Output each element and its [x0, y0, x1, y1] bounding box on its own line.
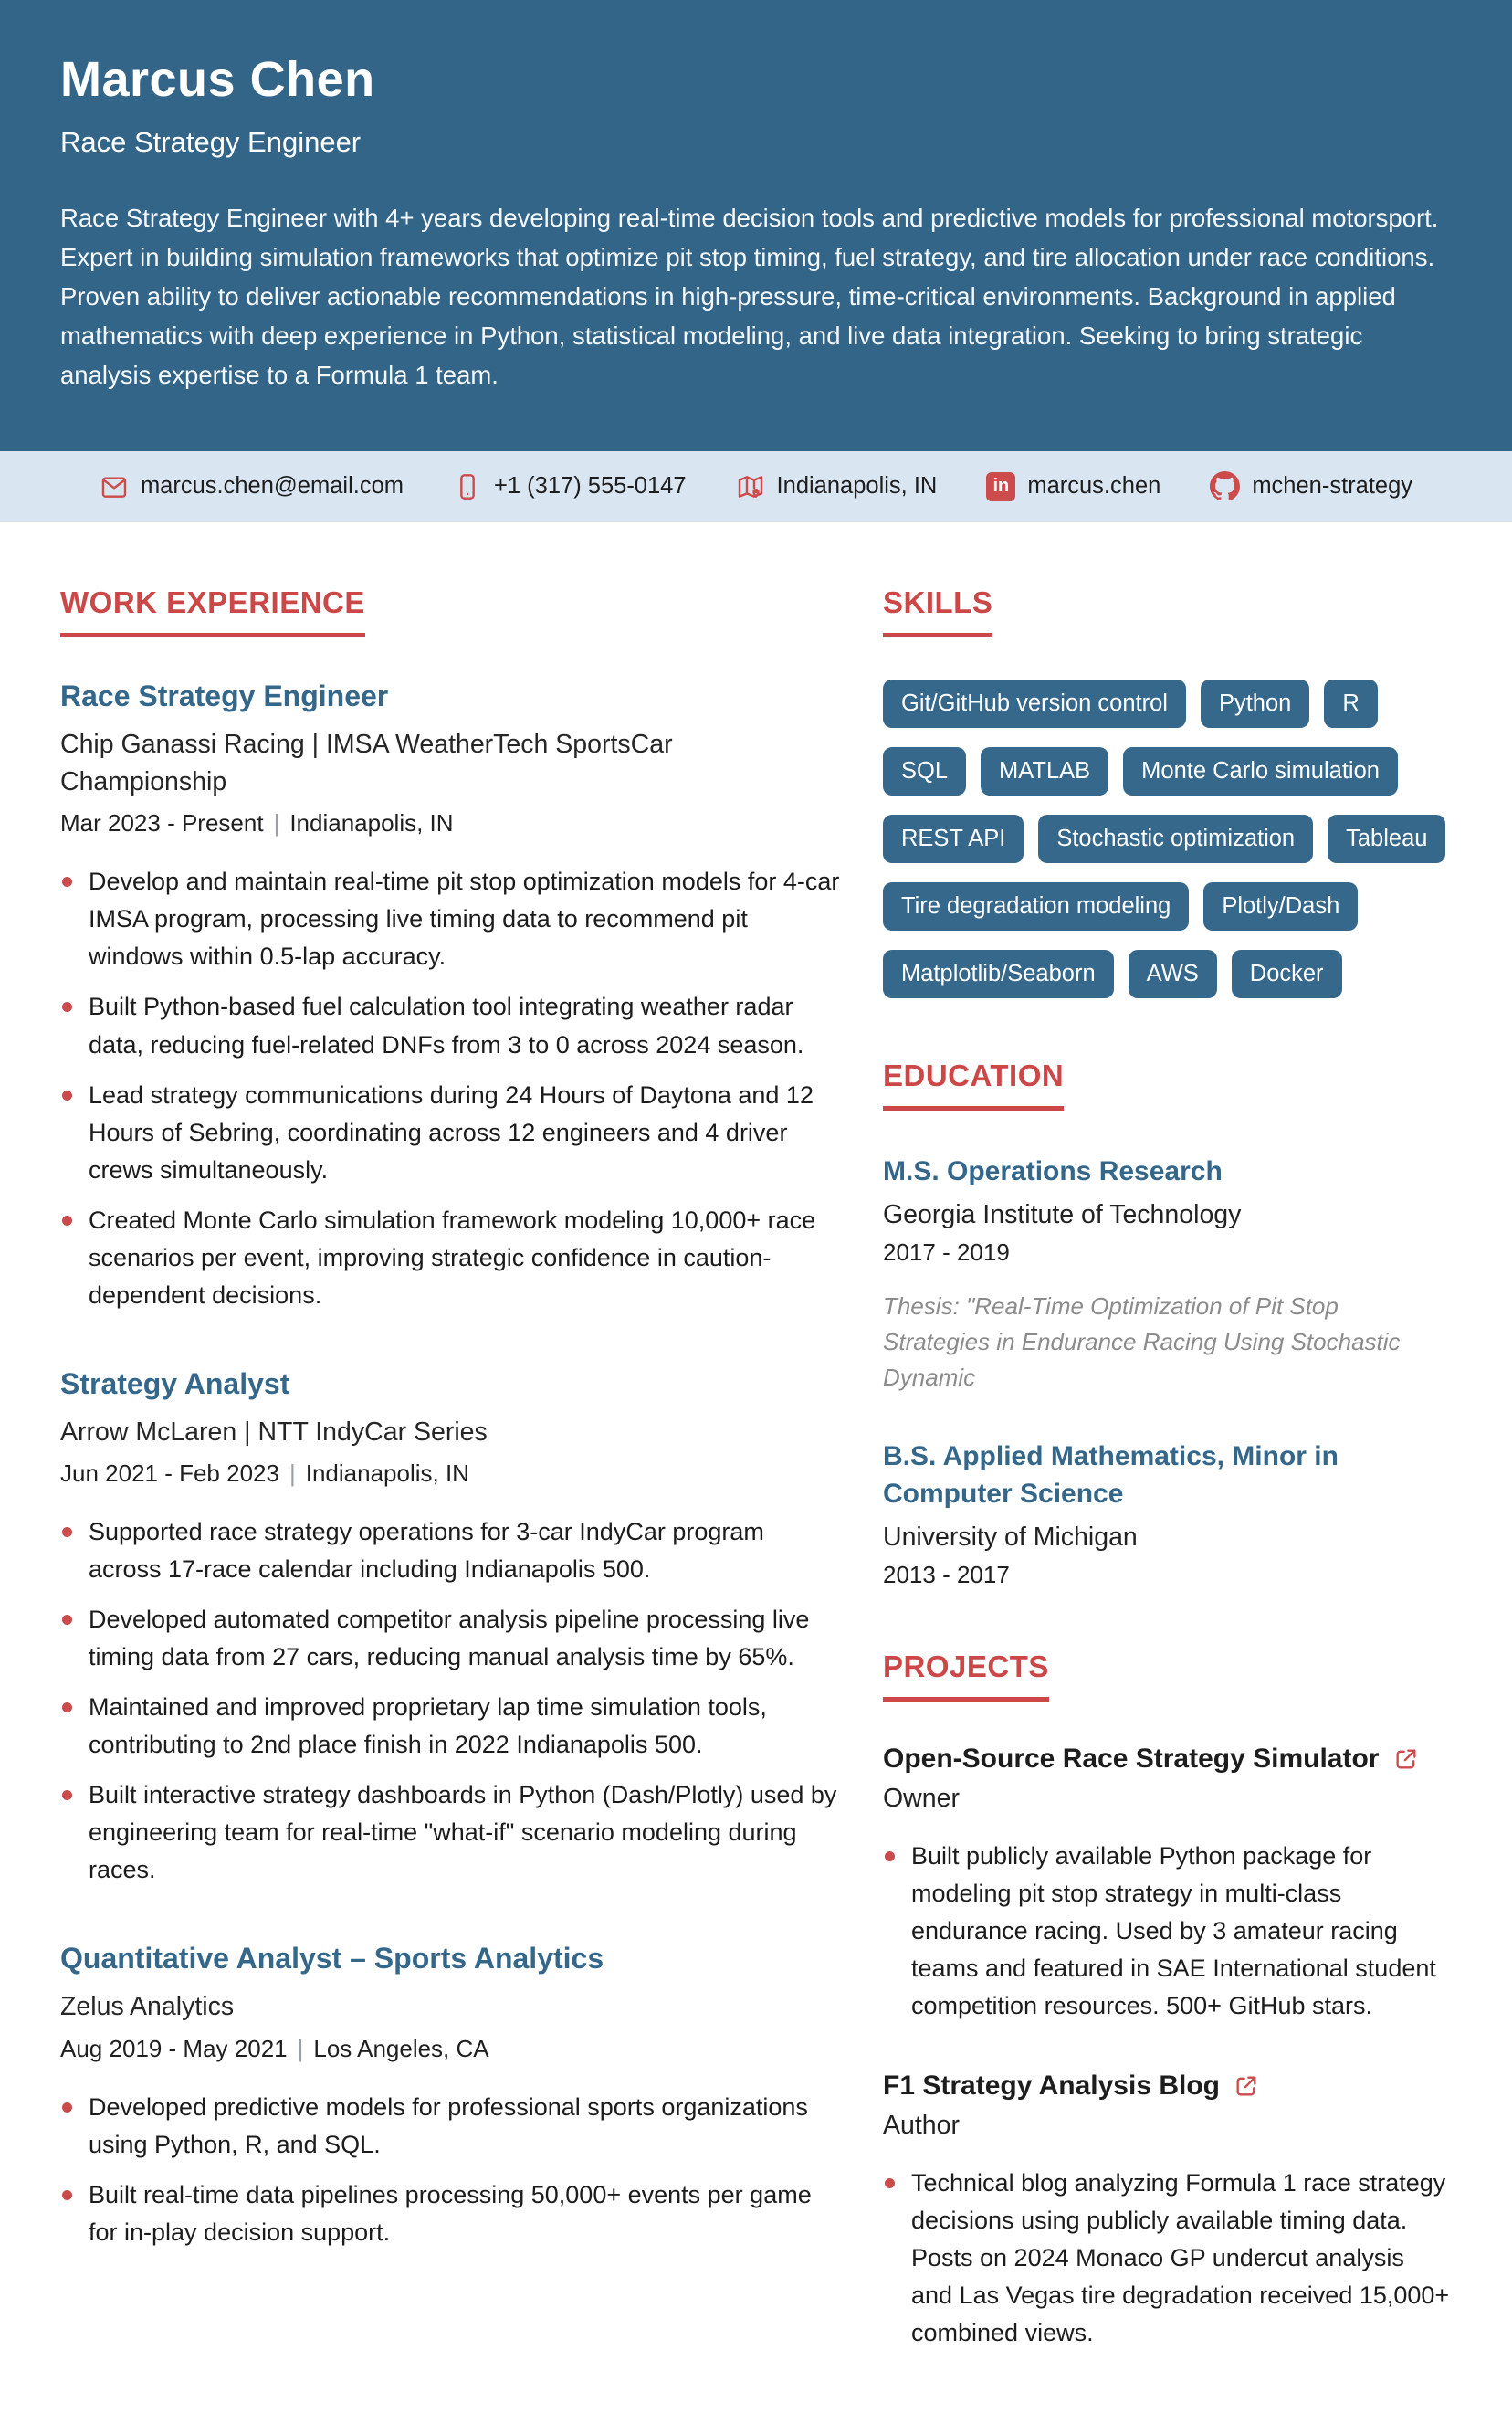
- contact-linkedin[interactable]: [986, 472, 1160, 501]
- project-bullet: Technical blog analyzing Formula 1 race strategy decisions using publicly available timing data. Posts on 2024 Monaco GP undercut analysis and Las Vegas tire degradation received 15,000+ combined views.: [883, 2165, 1452, 2352]
- person-job-title: Race Strategy Engineer: [60, 126, 362, 158]
- job-bullet-list: [60, 1513, 843, 1889]
- project-role: Owner: [883, 1783, 960, 1813]
- education-years: 2013 - 2017: [883, 1560, 1010, 1588]
- job-company: Chip Ganassi Racing | IMSA WeatherTech SportsCar Championship: [60, 730, 673, 796]
- main-content: [0, 522, 1512, 2433]
- school-name: University of Michigan: [883, 1522, 1138, 1552]
- job-company: Zelus Analytics: [60, 1992, 235, 2022]
- job-bullet: Built Python-based fuel calculation tool integrating weather radar data, reducing fuel-related DNFs from 3 to 0 across 2024 season.: [60, 988, 843, 1063]
- dateline-separator: |: [273, 809, 280, 838]
- thesis-note: Thesis: "Real-Time Optimization of Pit Stop Strategies in Endurance Racing Using Stochastic Dynamic: [883, 1291, 1401, 1391]
- project-bullet-list: [883, 2165, 1452, 2352]
- skill-pill: MATLAB: [981, 747, 1108, 796]
- job-bullet: Built interactive strategy dashboards in Python (Dash/Plotly) used by engineering team for real-time "what-if" scenario modeling during races.: [60, 1776, 843, 1889]
- school-name: Georgia Institute of Technology: [883, 1199, 1242, 1229]
- phone-icon: [453, 472, 482, 501]
- job-dateline: [60, 1459, 843, 1488]
- external-link-icon[interactable]: [1393, 1746, 1419, 1772]
- project-title-row: [883, 2070, 1452, 2102]
- job-company: Arrow McLaren | NTT IndyCar Series: [60, 1417, 488, 1447]
- projects-heading: PROJECTS: [883, 1649, 1049, 1702]
- skill-pill: Tableau: [1328, 815, 1445, 863]
- education-section: [883, 1059, 1452, 1588]
- skill-pill: Matplotlib/Seaborn: [883, 950, 1114, 998]
- skills-section: [883, 585, 1452, 998]
- education-years: 2017 - 2019: [883, 1238, 1010, 1266]
- job-dateline: [60, 809, 843, 838]
- contact-linkedin-text: marcus.chen: [1027, 473, 1161, 500]
- contact-phone-text: +1 (317) 555-0147: [494, 473, 687, 500]
- job-entry: [60, 1367, 843, 1890]
- skill-pill: SQL: [883, 747, 966, 796]
- job-entry: [60, 1942, 843, 2251]
- job-location: Los Angeles, CA: [313, 2034, 489, 2062]
- job-bullet: Created Monte Carlo simulation framework modeling 10,000+ race scenarios per event, improving strategic confidence in caution-dependent decisions.: [60, 1202, 843, 1314]
- job-location: Indianapolis, IN: [305, 1459, 469, 1488]
- job-dates: Jun 2021 - Feb 2023: [60, 1459, 279, 1488]
- job-bullet: Supported race strategy operations for 3-car IndyCar program across 17-race calendar including Indianapolis 500.: [60, 1513, 843, 1588]
- skill-pill: Tire degradation modeling: [883, 882, 1189, 931]
- job-title: Race Strategy Engineer: [60, 680, 389, 713]
- job-bullet-list: [60, 863, 843, 1313]
- contact-email-text: marcus.chen@email.com: [140, 473, 404, 500]
- contact-email[interactable]: [100, 472, 404, 501]
- email-icon: [100, 472, 129, 501]
- linkedin-icon: in: [986, 472, 1015, 501]
- job-bullet: Developed automated competitor analysis pipeline processing live timing data from 27 cars, reducing manual analysis time by 65%.: [60, 1601, 843, 1676]
- work-experience-heading: WORK EXPERIENCE: [60, 585, 365, 637]
- skill-pill: Docker: [1232, 950, 1342, 998]
- skill-pill: Plotly/Dash: [1203, 882, 1358, 931]
- contact-location-text: Indianapolis, IN: [776, 473, 938, 500]
- project-role: Author: [883, 2110, 960, 2140]
- contact-github[interactable]: [1210, 471, 1412, 501]
- job-title: Quantitative Analyst – Sports Analytics: [60, 1942, 604, 1976]
- education-entry: [883, 1438, 1452, 1589]
- skill-pill: Git/GitHub version control: [883, 680, 1186, 728]
- skill-pill: Monte Carlo simulation: [1123, 747, 1398, 796]
- right-column: [883, 585, 1452, 2351]
- project-entry: [883, 2070, 1452, 2352]
- job-bullet: Maintained and improved proprietary lap time simulation tools, contributing to 2nd place finish in 2022 Indianapolis 500.: [60, 1689, 843, 1764]
- project-title-row: [883, 1744, 1452, 1775]
- job-bullet: Developed predictive models for professional sports organizations using Python, R, and SQL.: [60, 2089, 843, 2164]
- job-bullet-list: [60, 2089, 843, 2251]
- header: [0, 0, 1512, 451]
- skill-pill: AWS: [1129, 950, 1217, 998]
- job-entry: [60, 680, 843, 1313]
- job-bullet: Lead strategy communications during 24 Hours of Daytona and 12 Hours of Sebring, coordinating across 12 engineers and 4 driver crews simultaneously.: [60, 1077, 843, 1189]
- job-bullet: Develop and maintain real-time pit stop optimization models for 4-car IMSA program, processing live timing data to recommend pit windows within 0.5-lap accuracy.: [60, 863, 843, 975]
- job-dates: Aug 2019 - May 2021: [60, 2034, 288, 2062]
- project-bullet-list: [883, 1838, 1452, 2025]
- contact-location: [736, 472, 938, 501]
- skill-pill: REST API: [883, 815, 1024, 863]
- external-link-icon[interactable]: [1234, 2073, 1259, 2099]
- work-experience-section: [60, 585, 843, 2351]
- job-title: Strategy Analyst: [60, 1366, 290, 1400]
- skill-pill: Stochastic optimization: [1038, 815, 1313, 863]
- skill-pill: Python: [1201, 680, 1309, 728]
- person-name: Marcus Chen: [60, 52, 375, 107]
- summary-paragraph: Race Strategy Engineer with 4+ years developing real-time decision tools and predictive models for professional motorsport. Expert in building simulation frameworks that optimize pit stop timing, fuel strategy, and tire allocation under race conditions. Proven ability to deliver actionable recommendations in high-pressure, time-critical environments. Background in applied mathematics with deep experience in Python, statistical modeling, and live data integration. Seeking to bring strategic analysis expertise to a Formula 1 team.: [60, 204, 1439, 389]
- contact-bar: [0, 451, 1512, 522]
- education-heading: EDUCATION: [883, 1059, 1064, 1111]
- skills-pill-list: [883, 680, 1452, 998]
- job-dateline: [60, 2035, 843, 2063]
- project-title: F1 Strategy Analysis Blog: [883, 2070, 1220, 2101]
- job-location: Indianapolis, IN: [289, 809, 454, 838]
- project-bullet: Built publicly available Python package for modeling pit stop strategy in multi-class endurance racing. Used by 3 amateur racing teams and featured in SAE International student competition resources. 500+ GitHub stars.: [883, 1838, 1452, 2025]
- job-dates: Mar 2023 - Present: [60, 809, 264, 838]
- job-bullet: Built real-time data pipelines processing 50,000+ events per game for in-play decision support.: [60, 2176, 843, 2251]
- location-map-icon: [736, 472, 765, 501]
- skills-heading: SKILLS: [883, 585, 992, 637]
- skill-pill: R: [1324, 680, 1377, 728]
- degree-title: M.S. Operations Research: [883, 1156, 1223, 1187]
- github-icon: [1210, 471, 1240, 501]
- dateline-separator: |: [297, 2034, 304, 2062]
- degree-title: B.S. Applied Mathematics, Minor in Computer Science: [883, 1440, 1339, 1510]
- dateline-separator: |: [289, 1459, 296, 1488]
- contact-github-text: mchen-strategy: [1252, 473, 1413, 500]
- project-entry: [883, 1744, 1452, 2025]
- education-entry: [883, 1153, 1452, 1395]
- contact-phone[interactable]: [453, 472, 687, 501]
- project-title: Open-Source Race Strategy Simulator: [883, 1743, 1380, 1774]
- projects-section: [883, 1649, 1452, 2352]
